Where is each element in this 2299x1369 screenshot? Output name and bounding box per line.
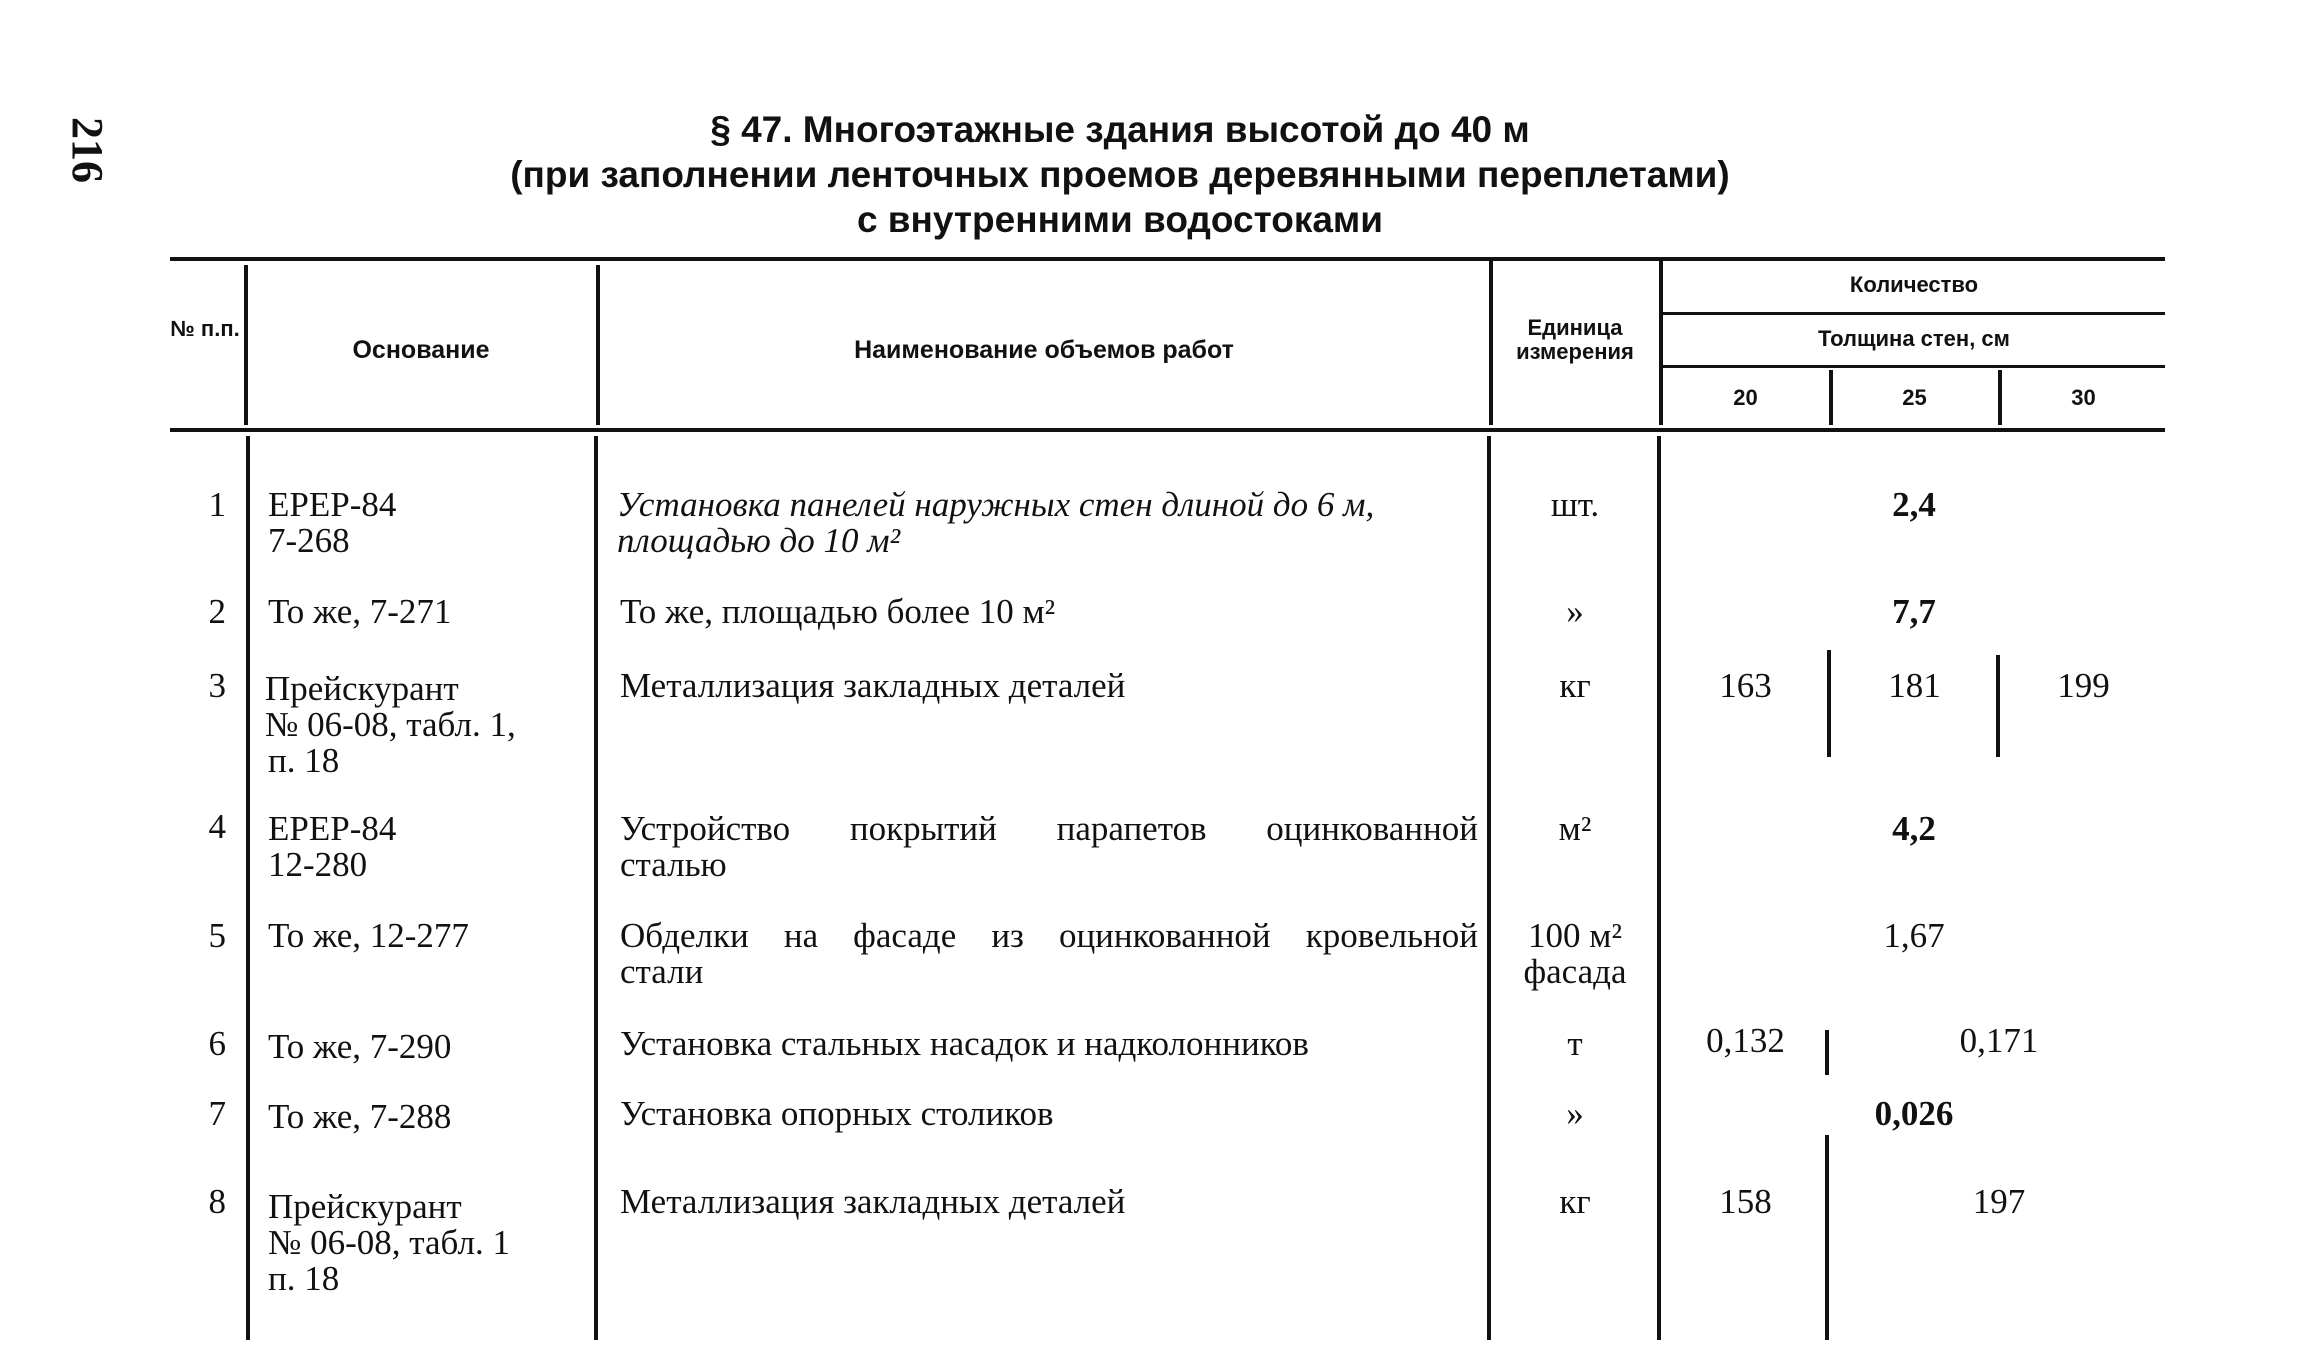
section-subtitle: (при заполнении ленточных проемов деревянными переплетами) xyxy=(510,154,1730,195)
row-basis: То же, 12-277 xyxy=(268,916,469,955)
row-unit: » xyxy=(1566,1094,1584,1133)
col-divider xyxy=(1657,436,1661,1340)
row-quantity: 2,4 xyxy=(1892,485,1936,524)
row-unit: шт. xyxy=(1550,485,1600,524)
row-num: 2 xyxy=(208,592,226,631)
row-quantity-25: 181 xyxy=(1888,666,1941,705)
row-unit: » xyxy=(1566,592,1584,631)
row-work: сталью xyxy=(620,845,727,884)
row-unit: фасада xyxy=(1523,952,1627,991)
row-work: Установка опорных столиков xyxy=(620,1094,1054,1133)
col-divider xyxy=(246,436,250,1340)
row-unit: 100 м² xyxy=(1528,916,1622,955)
row-num: 1 xyxy=(208,485,226,524)
section-title: § 47. Многоэтажные здания высотой до 40 м xyxy=(710,109,1530,150)
row-num: 3 xyxy=(208,666,226,705)
row-quantity: 1,67 xyxy=(1883,916,1945,955)
header-num: № п.п. xyxy=(170,316,240,341)
row-quantity-20: 0,132 xyxy=(1706,1021,1785,1060)
row-num: 7 xyxy=(208,1094,226,1133)
col-divider xyxy=(1489,261,1493,425)
section-subtitle-2: с внутренними водостоками xyxy=(856,199,1384,240)
row-basis: То же, 7-290 xyxy=(268,1027,452,1066)
table-top-rule xyxy=(170,257,2165,261)
row-basis: ЕРЕР-84 xyxy=(268,809,397,848)
row-basis: То же, 7-271 xyxy=(268,592,452,631)
row-basis: п. 18 xyxy=(268,741,340,780)
row-num: 8 xyxy=(208,1182,226,1221)
row-quantity-30: 199 xyxy=(2057,666,2110,705)
row-work: Устройство покрытий парапетов оцинкованной xyxy=(620,809,1478,848)
header-t20: 20 xyxy=(1733,385,1758,410)
row-work: Металлизация закладных деталей xyxy=(620,666,1126,705)
row-basis: То же, 7-288 xyxy=(268,1097,452,1136)
page-number: 216 xyxy=(63,117,112,183)
row-unit: кг xyxy=(1559,666,1591,705)
qty-divider xyxy=(1825,1135,1829,1340)
row-basis: ЕРЕР-84 xyxy=(268,485,397,524)
row-basis: п. 18 xyxy=(268,1259,340,1298)
qty-divider xyxy=(1996,655,2000,757)
row-basis: Прейскурант xyxy=(265,669,459,708)
row-unit: м² xyxy=(1558,809,1592,848)
row-quantity-20: 163 xyxy=(1719,666,1772,705)
row-work: Обделки на фасаде из оцинкованной кровельной xyxy=(620,916,1478,955)
header-bottom-rule xyxy=(170,428,2165,432)
header-basis: Основание xyxy=(352,336,490,364)
row-unit: кг xyxy=(1559,1182,1591,1221)
row-work: Установка панелей наружных стен длиной до 6 м, xyxy=(617,485,1375,524)
row-work: Установка стальных насадок и надколонников xyxy=(620,1024,1309,1063)
header-work: Наименование объемов работ xyxy=(854,336,1234,364)
row-quantity-20: 158 xyxy=(1719,1182,1772,1221)
row-work: стали xyxy=(620,952,704,991)
row-basis: Прейскурант xyxy=(268,1187,462,1226)
header-unit: Единица измерения xyxy=(1516,315,1634,364)
row-basis: 12-280 xyxy=(268,845,368,884)
col-divider xyxy=(594,436,598,1340)
col-divider xyxy=(1487,436,1491,1340)
row-basis: № 06-08, табл. 1, xyxy=(265,705,516,744)
header-t25: 25 xyxy=(1902,385,1927,410)
row-num: 6 xyxy=(208,1024,226,1063)
row-basis: № 06-08, табл. 1 xyxy=(268,1223,510,1262)
row-unit: т xyxy=(1567,1024,1583,1063)
col-divider xyxy=(596,265,600,425)
header-t30: 30 xyxy=(2071,385,2096,410)
row-quantity-25-30: 197 xyxy=(1972,1182,2026,1221)
header-thickness: Толщина стен, см xyxy=(1818,326,2010,351)
row-quantity: 7,7 xyxy=(1892,592,1936,631)
quantity-rule xyxy=(1663,312,2165,315)
qty-divider xyxy=(1827,650,1831,757)
row-num: 5 xyxy=(208,916,226,955)
row-quantity-25-30: 0,171 xyxy=(1959,1021,2039,1060)
row-quantity: 0,026 xyxy=(1874,1094,1954,1133)
header-quantity: Количество xyxy=(1849,272,1979,297)
row-basis: 7-268 xyxy=(268,521,350,560)
row-work: То же, площадью более 10 м² xyxy=(620,592,1056,631)
row-quantity: 4,2 xyxy=(1892,809,1936,848)
thickness-rule xyxy=(1663,365,2165,368)
row-num: 4 xyxy=(208,807,226,846)
row-work: площадью до 10 м² xyxy=(617,521,901,560)
row-work: Металлизация закладных деталей xyxy=(620,1182,1126,1221)
col-divider xyxy=(244,265,248,425)
col-divider xyxy=(1659,261,1663,425)
